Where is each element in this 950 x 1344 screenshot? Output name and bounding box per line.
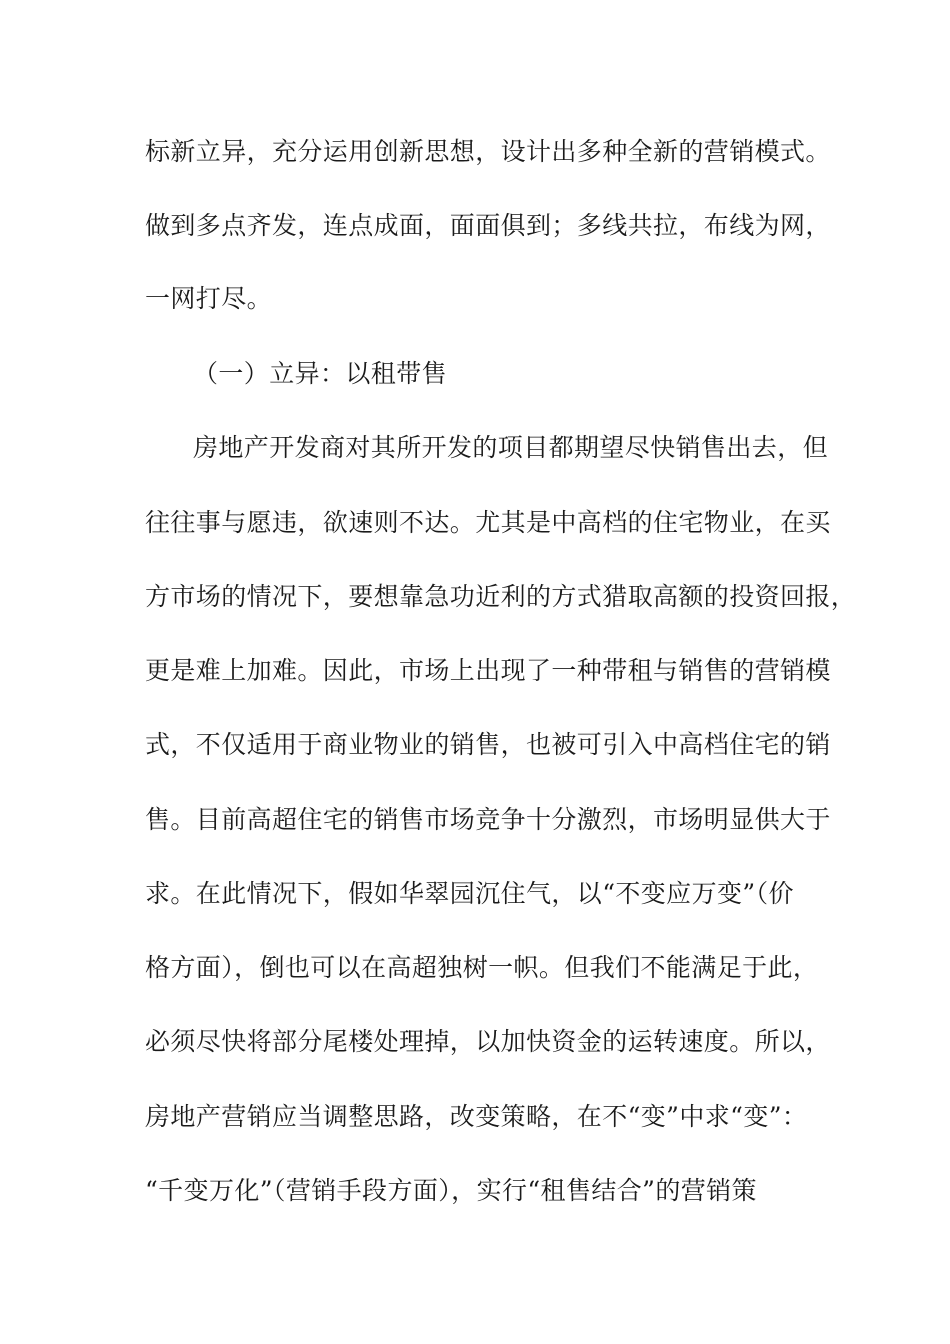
body-text-line: 房地产营销应当调整思路，改变策略，在不“变”中求“变”： <box>145 1102 808 1131</box>
body-text-line: 方市场的情况下，要想靠急功近利的方式猎取高额的投资回报， <box>145 582 857 611</box>
body-text-line: 做到多点齐发，连点成面，面面俱到；多线共拉，布线为网， <box>145 211 831 240</box>
body-text-line: 必须尽快将部分尾楼处理掉，以加快资金的运转速度。所以， <box>145 1027 831 1056</box>
body-text-line: 更是难上加难。因此，市场上出现了一种带租与销售的营销模 <box>145 656 831 685</box>
body-text-line: 求。在此情况下，假如华翠园沉住气，以“不变应万变”（价 <box>145 879 794 908</box>
section-heading: （一）立异：以租带售 <box>193 359 448 388</box>
body-text-line: 一网打尽。 <box>145 284 273 313</box>
body-text-line: 往往事与愿违，欲速则不达。尤其是中高档的住宅物业，在买 <box>145 508 831 537</box>
paragraph-first-line: 房地产开发商对其所开发的项目都期望尽快销售出去，但 <box>193 433 829 462</box>
body-text-line: 格方面），倒也可以在高超独树一帜。但我们不能满足于此， <box>145 953 819 982</box>
body-text-line: 式，不仅适用于商业物业的销售，也被可引入中高档住宅的销 <box>145 730 831 759</box>
body-text-line: 标新立异，充分运用创新思想，设计出多种全新的营销模式。 <box>145 137 831 166</box>
body-text-line: “千变万化”（营销手段方面），实行“租售结合”的营销策 <box>145 1176 757 1205</box>
body-text-line: 售。目前高超住宅的销售市场竞争十分激烈，市场明显供大于 <box>145 805 831 834</box>
